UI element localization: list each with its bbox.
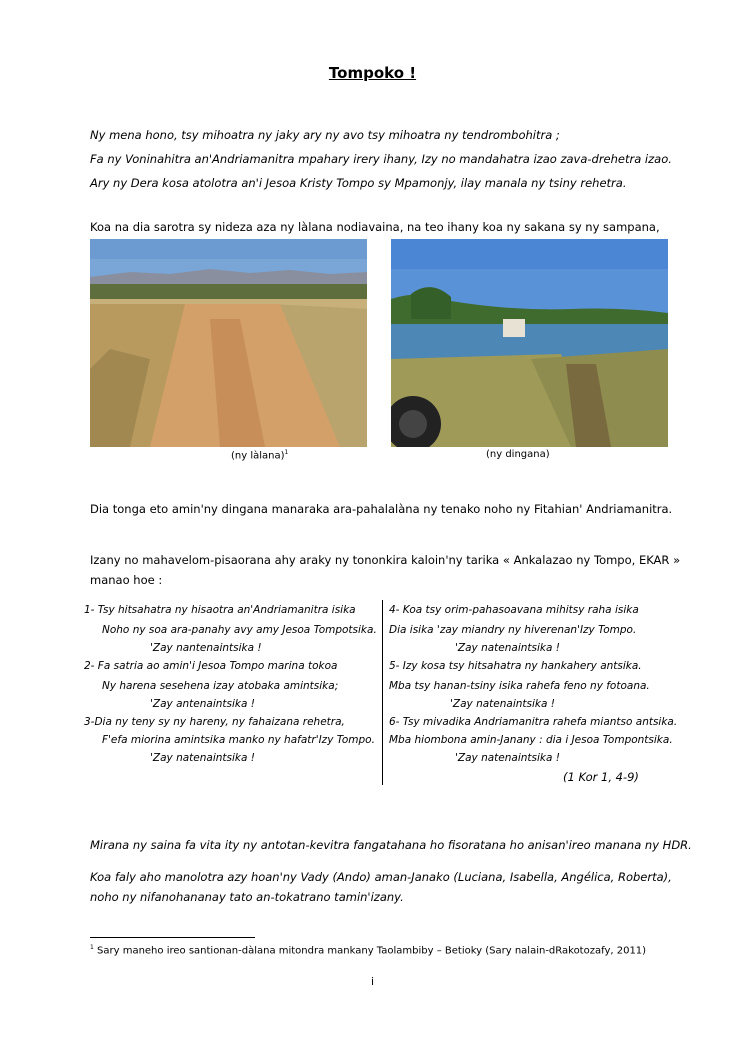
hymn-right-refrain: 'Zay natenaintsika ! bbox=[455, 752, 560, 764]
footnote-mark: 1 bbox=[284, 449, 289, 456]
river-photo-caption: (ny dingana) bbox=[486, 449, 550, 460]
closing-line-3: noho ny nifanohananay tato an-tokatrano tamin'izany. bbox=[90, 890, 404, 904]
footnote-number: 1 bbox=[90, 944, 94, 951]
hymn-left-line: Noho ny soa ara-panahy avy amy Jesoa Tompotsika. bbox=[102, 624, 377, 636]
page-number: i bbox=[370, 975, 375, 988]
river-crossing-photo bbox=[391, 239, 668, 447]
intro-line-1: Ny mena hono, tsy mihoatra ny jaky ary ny avo tsy mihoatra ny tendrombohitra ; bbox=[90, 128, 560, 142]
intro-line-3: Ary ny Dera kosa atolotra an'i Jesoa Kristy Tompo sy Mpamonjy, ilay manala ny tsiny rehetra. bbox=[90, 176, 627, 190]
column-divider bbox=[382, 600, 383, 785]
hymn-right-line: 5- Izy kosa tsy hitsahatra ny hankahery antsika. bbox=[389, 660, 642, 672]
hymn-right-line: 6- Tsy mivadika Andriamanitra rahefa miantso antsika. bbox=[389, 716, 678, 728]
hymn-left-refrain: 'Zay antenaintsika ! bbox=[150, 698, 255, 710]
hymn-left-line: F'efa miorina amintsika manko ny hafatr'Izy Tompo. bbox=[102, 734, 375, 746]
footnote-rule bbox=[90, 937, 255, 938]
hymn-left-line: 2- Fa satria ao amin'i Jesoa Tompo marina tokoa bbox=[84, 660, 338, 672]
hymn-right-line: Dia isika 'zay miandry ny hiverenan'Izy Tompo. bbox=[389, 624, 637, 636]
road-photo bbox=[90, 239, 367, 447]
footnote bbox=[90, 944, 646, 956]
closing-line-1: Mirana ny saina fa vita ity ny antotan-kevitra fangatahana ho fisoratana ho anisan'ireo manana ny HDR. bbox=[90, 838, 692, 852]
intro-line-2: Fa ny Voninahitra an'Andriamanitra mpahary irery ihany, Izy no mandahatra izao zava-drehetra izao. bbox=[90, 152, 672, 166]
hymn-right-refrain: 'Zay natenaintsika ! bbox=[455, 642, 560, 654]
paragraph-hymn-intro-2: manao hoe : bbox=[90, 573, 163, 587]
paragraph-hymn-intro-1: Izany no mahavelom-pisaorana ahy araky ny tononkira kaloin'ny tarika « Ankalazao ny Tompo, EKAR » bbox=[90, 553, 681, 567]
hymn-right-line: 4- Koa tsy orim-pahasoavana mihitsy raha isika bbox=[389, 604, 639, 616]
bible-reference: (1 Kor 1, 4-9) bbox=[563, 770, 639, 784]
hymn-left-refrain: 'Zay natenaintsika ! bbox=[150, 752, 255, 764]
hymn-left-line: 3-Dia ny teny sy ny hareny, ny fahaizana rehetra, bbox=[84, 716, 345, 728]
road-photo-caption bbox=[231, 449, 288, 461]
hymn-right-line: Mba tsy hanan-tsiny isika rahefa feno ny fotoana. bbox=[389, 680, 650, 692]
hymn-right-line: Mba hiombona amin-Janany : dia i Jesoa Tompontsika. bbox=[389, 734, 673, 746]
caption-text: (ny làlana) bbox=[231, 450, 285, 462]
hymn-right-refrain: 'Zay natenaintsika ! bbox=[450, 698, 555, 710]
page-title: Tompoko ! bbox=[328, 64, 417, 82]
hymn-left-line: Ny harena sesehena izay atobaka amintsika; bbox=[102, 680, 339, 692]
paragraph-dingana: Dia tonga eto amin'ny dingana manaraka ara-pahalalàna ny tenako noho ny Fitahian' Andriamanitra. bbox=[90, 502, 673, 516]
footnote-text: Sary maneho ireo santionan-dàlana mitondra mankany Taolambiby – Betioky (Sary nalain-dRakotozafy, 2011) bbox=[97, 945, 647, 957]
closing-line-2: Koa faly aho manolotra azy hoan'ny Vady (Ando) aman-Janako (Luciana, Isabella, Angélica, Roberta), bbox=[90, 870, 672, 884]
hymn-left-refrain: 'Zay nantenaintsika ! bbox=[150, 642, 262, 654]
hymn-left-line: 1- Tsy hitsahatra ny hisaotra an'Andriamanitra isika bbox=[84, 604, 356, 616]
paragraph-road: Koa na dia sarotra sy nideza aza ny làlana nodiavaina, na teo ihany koa ny sakana sy ny sampana, bbox=[90, 220, 660, 234]
